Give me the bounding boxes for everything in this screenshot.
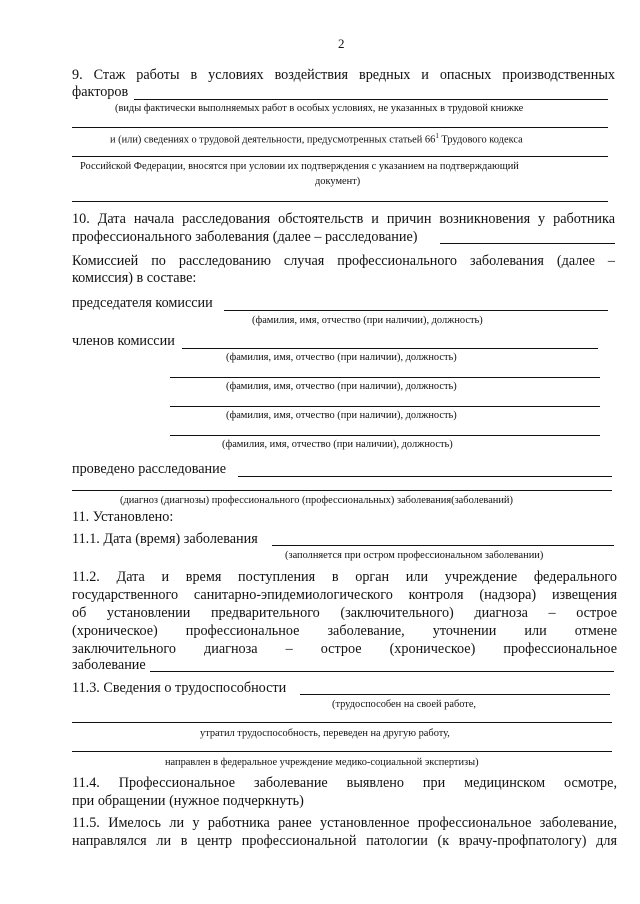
s9-hint4: документ) xyxy=(315,176,361,187)
investigation-label: проведено расследование xyxy=(72,461,227,477)
member-blank-1 xyxy=(182,348,598,349)
p11-3-hint3: направлен в федеральное учреждение медико-социальной экспертизы) xyxy=(165,757,479,768)
p11-2-line2: государственного санитарно-эпидемиологического контроля (надзора) извещения xyxy=(72,587,617,603)
s11-title: 11. Установлено: xyxy=(72,509,174,525)
commission-line1: Комиссией по расследованию случая профессионального заболевания (далее – xyxy=(72,253,615,269)
p11-3-hint2: утратил трудоспособность, переведен на другую работу, xyxy=(200,728,450,739)
p11-2-line4: (хроническое) профессиональное заболевание, уточнении или отмене xyxy=(72,623,617,639)
commission-line2: комиссия) в составе: xyxy=(72,270,197,286)
s10-title-line2: профессионального заболевания (далее – расследование) xyxy=(72,229,418,245)
s10-title-line1: 10. Дата начала расследования обстоятельств и причин возникновения у работника xyxy=(72,211,615,227)
p11-3-blank2 xyxy=(72,722,612,723)
members-label: членов комиссии xyxy=(72,333,175,349)
member-blank-2 xyxy=(170,377,600,378)
s9-title-line1: 9. Стаж работы в условиях воздействия вредных и опасных производственных xyxy=(72,67,615,83)
diagnosis-blank xyxy=(72,490,612,491)
s9-hint3: Российской Федерации, вносятся при условии их подтверждения с указанием на подтверждающий xyxy=(80,161,519,172)
s9-title-line2: факторов xyxy=(72,84,129,100)
s9-hint1: (виды фактически выполняемых работ в особых условиях, не указанных в трудовой книжке xyxy=(115,103,524,114)
member-hint-1: (фамилия, имя, отчество (при наличии), должность) xyxy=(226,352,457,363)
p11-5-line1: 11.5. Имелось ли у работника ранее установленное профессиональное заболевание, xyxy=(72,815,617,831)
p11-1-hint: (заполняется при остром профессиональном заболевании) xyxy=(285,550,544,561)
p11-3-blank3 xyxy=(72,751,612,752)
p11-1-label: 11.1. Дата (время) заболевания xyxy=(72,531,258,547)
p11-4-line1: 11.4. Профессиональное заболевание выявлено при медицинском осмотре, xyxy=(72,775,617,791)
member-blank-3 xyxy=(170,406,600,407)
chair-blank xyxy=(224,310,608,311)
p11-5-line2: направлялся ли в центр профессиональной патологии (к врачу-профпатологу) для xyxy=(72,833,617,849)
s9-blank-line3 xyxy=(72,156,608,157)
p11-4-line2: при обращении (нужное подчеркнуть) xyxy=(72,793,304,809)
s9-blank-line4 xyxy=(72,201,608,202)
investigation-blank xyxy=(238,476,612,477)
s10-date-blank xyxy=(440,243,615,244)
chair-label: председателя комиссии xyxy=(72,295,213,311)
p11-2-blank xyxy=(150,671,614,672)
p11-2-line3: об установлении предварительного (заключительного) диагноза – острое xyxy=(72,605,617,621)
member-hint-2: (фамилия, имя, отчество (при наличии), должность) xyxy=(226,381,457,392)
page-number: 2 xyxy=(338,36,345,51)
p11-2-line6: заболевание xyxy=(72,657,146,673)
p11-3-label: 11.3. Сведения о трудоспособности xyxy=(72,680,287,696)
p11-2-line5: заключительного диагноза – острое (хроническое) профессиональное xyxy=(72,641,617,657)
chair-hint: (фамилия, имя, отчество (при наличии), должность) xyxy=(252,315,483,326)
p11-2-line1: 11.2. Дата и время поступления в орган или учреждение федерального xyxy=(72,569,617,585)
member-hint-4: (фамилия, имя, отчество (при наличии), должность) xyxy=(222,439,453,450)
p11-1-blank xyxy=(272,545,614,546)
p11-3-blank xyxy=(300,694,610,695)
s9-blank-line1 xyxy=(134,99,608,100)
s9-hint2: и (или) сведениях о трудовой деятельности, предусмотренных статьей $66^1$ Трудового кодекса xyxy=(110,132,523,146)
member-blank-4 xyxy=(170,435,600,436)
s9-blank-line2 xyxy=(72,127,608,128)
diagnosis-hint: (диагноз (диагнозы) профессионального (профессиональных) заболевания(заболеваний) xyxy=(120,495,513,506)
p11-3-hint1: (трудоспособен на своей работе, xyxy=(332,699,477,710)
member-hint-3: (фамилия, имя, отчество (при наличии), должность) xyxy=(226,410,457,421)
